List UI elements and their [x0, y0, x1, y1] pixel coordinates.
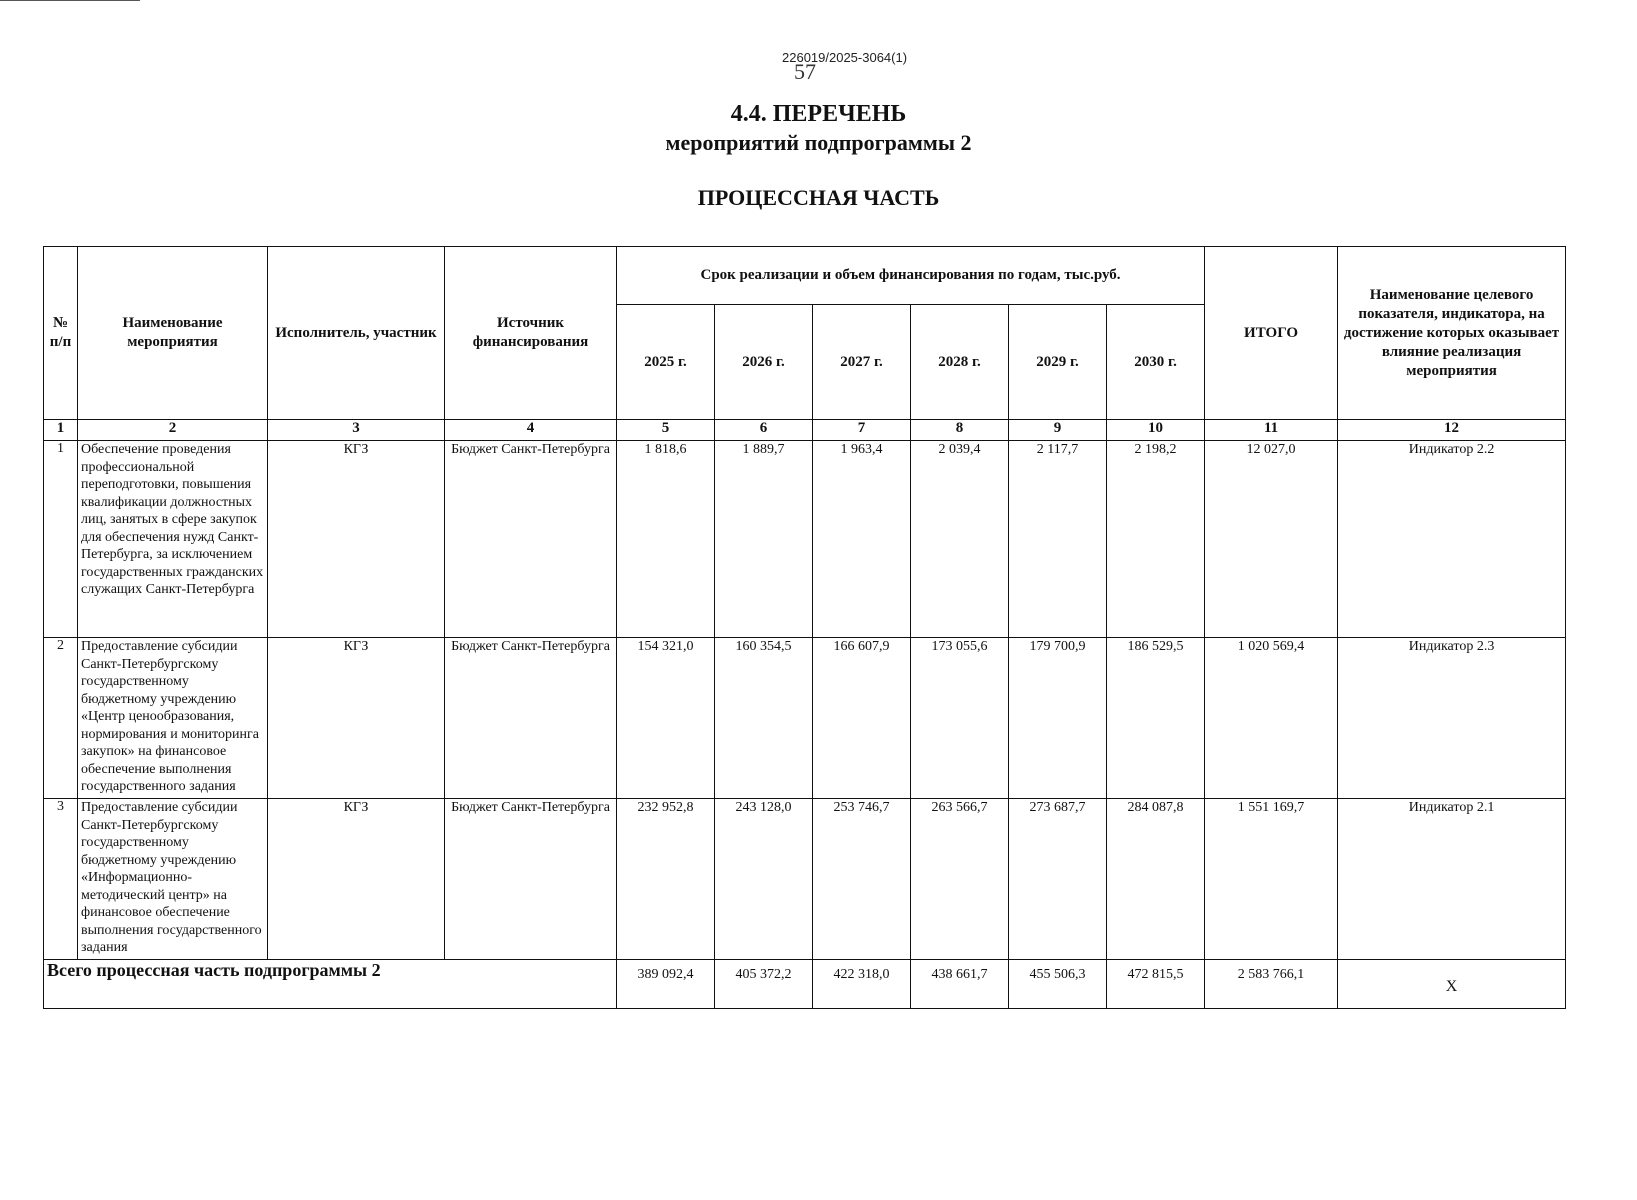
header-number: № п/п	[44, 247, 78, 420]
funding-source: Бюджет Санкт-Петербурга	[445, 441, 617, 638]
column-number: 12	[1338, 420, 1566, 441]
header-year: 2030 г.	[1107, 305, 1205, 420]
summary-year-value: 422 318,0	[813, 960, 911, 1009]
year-value: 160 354,5	[715, 638, 813, 799]
summary-year-value: 438 661,7	[911, 960, 1009, 1009]
table-row	[44, 799, 1566, 960]
page-top-rule	[0, 0, 140, 1]
column-number: 3	[268, 420, 445, 441]
header-year: 2027 г.	[813, 305, 911, 420]
year-value: 179 700,9	[1009, 638, 1107, 799]
measure-name: Предоставление субсидии Санкт-Петербургскому государственному бюджетному учреждению «Информационно-методический центр» на финансовое обеспечение выполнения государственного задания	[78, 799, 268, 960]
header-indicator: Наименование целевого показателя, индикатора, на достижение которых оказывает влияние реализация мероприятия	[1338, 247, 1566, 420]
row-number: 2	[44, 638, 78, 799]
column-number: 10	[1107, 420, 1205, 441]
measure-name: Предоставление субсидии Санкт-Петербургскому государственному бюджетному учреждению «Центр ценообразования, нормирования и мониторинга закупок» на финансовое обеспечение выполнения государственного задания	[78, 638, 268, 799]
year-value: 2 039,4	[911, 441, 1009, 638]
header-period-group: Срок реализации и объем финансирования по годам, тыс.руб.	[617, 247, 1205, 305]
year-value: 253 746,7	[813, 799, 911, 960]
year-value: 263 566,7	[911, 799, 1009, 960]
table-row	[44, 638, 1566, 799]
year-value: 2 198,2	[1107, 441, 1205, 638]
header-year: 2026 г.	[715, 305, 813, 420]
column-number: 8	[911, 420, 1009, 441]
year-value: 232 952,8	[617, 799, 715, 960]
column-number-row	[44, 420, 1566, 441]
row-total: 1 020 569,4	[1205, 638, 1338, 799]
indicator: Индикатор 2.1	[1338, 799, 1566, 960]
header-year: 2025 г.	[617, 305, 715, 420]
indicator: Индикатор 2.3	[1338, 638, 1566, 799]
measures-table	[43, 246, 1566, 1009]
header-executor: Исполнитель, участник	[268, 247, 445, 420]
header-year: 2028 г.	[911, 305, 1009, 420]
summary-year-value: 455 506,3	[1009, 960, 1107, 1009]
column-number: 11	[1205, 420, 1338, 441]
measure-name: Обеспечение проведения профессиональной переподготовки, повышения квалификации должностных лиц, занятых в сфере закупок для обеспечения нужд Санкт-Петербурга, за исключением государственных гражданских служащих Санкт-Петербурга	[78, 441, 268, 638]
column-number: 1	[44, 420, 78, 441]
year-value: 2 117,7	[1009, 441, 1107, 638]
year-value: 273 687,7	[1009, 799, 1107, 960]
column-number: 6	[715, 420, 813, 441]
year-value: 1 889,7	[715, 441, 813, 638]
column-number: 2	[78, 420, 268, 441]
year-value: 284 087,8	[1107, 799, 1205, 960]
year-value: 154 321,0	[617, 638, 715, 799]
column-number: 7	[813, 420, 911, 441]
year-value: 1 818,6	[617, 441, 715, 638]
executor: КГЗ	[268, 799, 445, 960]
funding-source: Бюджет Санкт-Петербурга	[445, 799, 617, 960]
header-funding-source: Источник финансирования	[445, 247, 617, 420]
executor: КГЗ	[268, 638, 445, 799]
page-title: 4.4. ПЕРЕЧЕНЬ	[730, 101, 907, 127]
column-number: 4	[445, 420, 617, 441]
year-value: 166 607,9	[813, 638, 911, 799]
header-total: ИТОГО	[1205, 247, 1338, 420]
year-value: 186 529,5	[1107, 638, 1205, 799]
section-title: ПРОЦЕССНАЯ ЧАСТЬ	[697, 185, 940, 210]
row-total: 12 027,0	[1205, 441, 1338, 638]
page-subtitle: мероприятий подпрограммы 2	[665, 130, 972, 155]
summary-label: Всего процессная часть подпрограммы 2	[44, 960, 617, 1009]
summary-row	[44, 960, 1566, 1009]
year-value: 1 963,4	[813, 441, 911, 638]
funding-source: Бюджет Санкт-Петербурга	[445, 638, 617, 799]
column-number: 9	[1009, 420, 1107, 441]
indicator: Индикатор 2.2	[1338, 441, 1566, 638]
row-total: 1 551 169,7	[1205, 799, 1338, 960]
row-number: 3	[44, 799, 78, 960]
year-value: 173 055,6	[911, 638, 1009, 799]
summary-total: 2 583 766,1	[1205, 960, 1338, 1009]
page-number: 57	[794, 59, 816, 84]
table-row	[44, 441, 1566, 638]
header-measure-name: Наименование мероприятия	[78, 247, 268, 420]
row-number: 1	[44, 441, 78, 638]
summary-indicator: Х	[1338, 960, 1566, 1009]
year-value: 243 128,0	[715, 799, 813, 960]
summary-year-value: 472 815,5	[1107, 960, 1205, 1009]
header-year: 2029 г.	[1009, 305, 1107, 420]
summary-year-value: 405 372,2	[715, 960, 813, 1009]
document-registration-stamp: 226019/2025-3064(1)	[782, 50, 908, 65]
column-number: 5	[617, 420, 715, 441]
summary-year-value: 389 092,4	[617, 960, 715, 1009]
executor: КГЗ	[268, 441, 445, 638]
